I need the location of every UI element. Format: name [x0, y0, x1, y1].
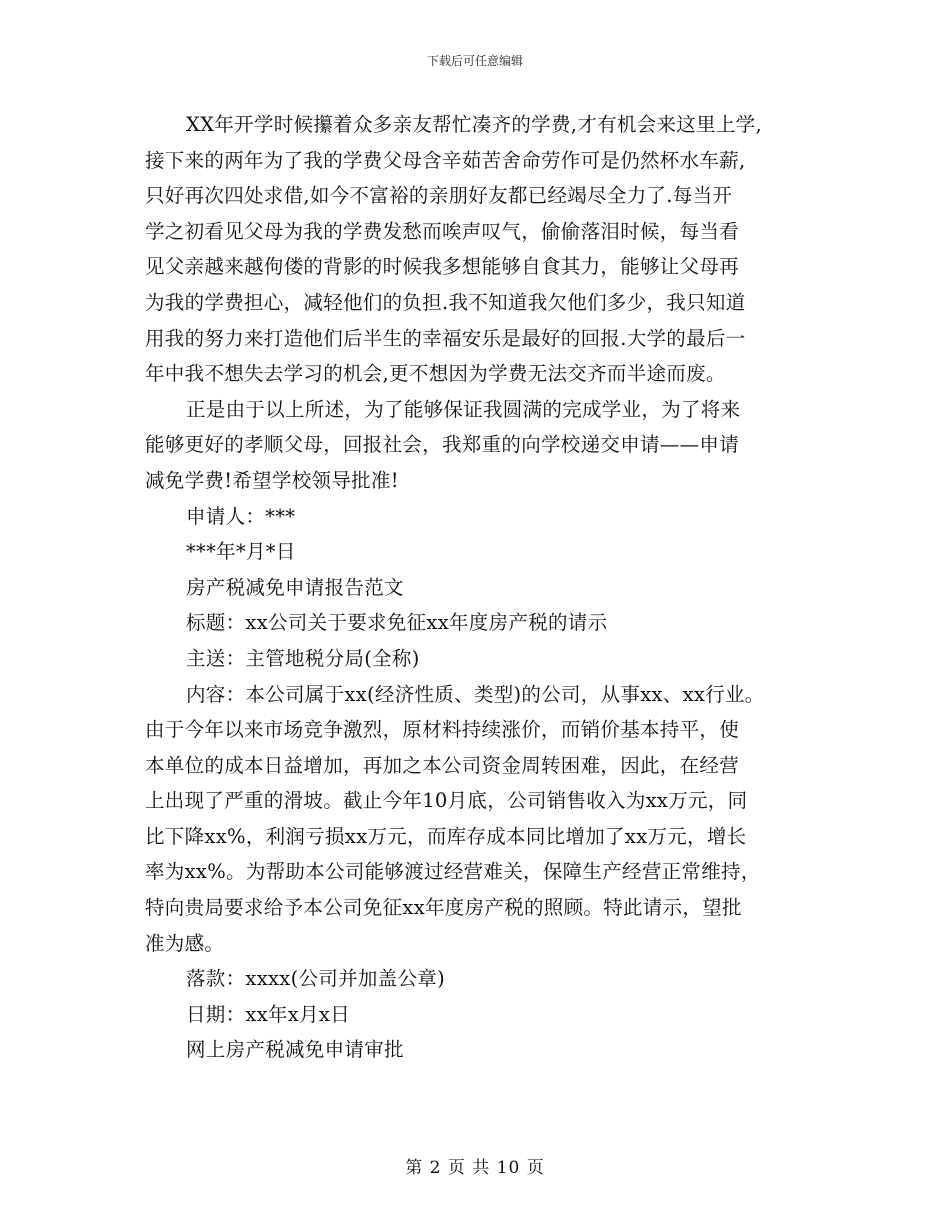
page-header: 下载后可任意编辑 — [426, 54, 523, 68]
paragraph-line: XX年开学时候攥着众多亲友帮忙凑齐的学费,才有机会来这里上学, — [186, 113, 762, 136]
paragraph-line: 年中我不想失去学习的机会,更不想因为学费无法交齐而半途而废。 — [145, 362, 726, 386]
document-body — [145, 107, 835, 1068]
signature-line: 落款：xxxx(公司并加盖公章) — [186, 967, 446, 991]
paragraph-line: 由于今年以来市场竞争激烈，原材料持续涨价，而销价基本持平，使 — [145, 718, 740, 742]
paragraph-line: 内容：本公司属于xx(经济性质、类型)的公司，从事xx、xx行业。 — [186, 682, 765, 706]
paragraph-line: 正是由于以上所述，为了能够保证我圆满的完成学业，为了将来 — [186, 397, 741, 421]
paragraph-line: 学之初看见父母为我的学费发愁而唉声叹气，偷偷落泪时候，每当看 — [145, 219, 740, 243]
recipient-line: 主送：主管地税分局(全称) — [186, 646, 420, 670]
paragraph-line: 减免学费!希望学校领导批准! — [145, 468, 399, 492]
section-title: 网上房产税减免申请审批 — [186, 1038, 404, 1062]
page-number: 第 2 页 共 10 页 — [405, 1158, 545, 1178]
date-line: 日期：xx年x月x日 — [186, 1002, 350, 1026]
paragraph-line: 准为感。 — [145, 931, 225, 955]
paragraph-line: 为我的学费担心，减轻他们的负担.我不知道我欠他们多少，我只知道 — [145, 290, 746, 314]
paragraph-line: 率为xx%。为帮助本公司能够渡过经营难关，保障生产经营正常维持， — [145, 860, 761, 884]
subject-line: 标题：xx公司关于要求免征xx年度房产税的请示 — [186, 611, 608, 635]
paragraph-line: 特向贵局要求给予本公司免征xx年度房产税的照顾。特此请示，望批 — [145, 896, 742, 920]
paragraph-line: 能够更好的孝顺父母，回报社会，我郑重的向学校递交申请——申请 — [145, 433, 739, 457]
paragraph-line: 只好再次四处求借,如今不富裕的亲朋好友都已经竭尽全力了.每当开 — [145, 184, 733, 208]
section-title: 房产税减免申请报告范文 — [186, 575, 404, 599]
paragraph-line: 上出现了严重的滑坡。截止今年10月底，公司销售收入为xx万元，同 — [145, 789, 748, 813]
paragraph-line: 比下降xx%，利润亏损xx万元，而库存成本同比增加了xx万元，增长 — [145, 824, 747, 848]
paragraph-line: 接下来的两年为了我的学费父母含辛茹苦舍命劳作可是仍然杯水车薪, — [145, 148, 746, 172]
paragraph-line: 见父亲越来越佝偻的背影的时候我多想能够自食其力，能够让父母再 — [145, 255, 740, 279]
applicant-line: 申请人：*** — [186, 504, 296, 528]
date-line: ***年*月*日 — [186, 540, 296, 564]
paragraph-line: 用我的努力来打造他们后半生的幸福安乐是最好的回报.大学的最后一 — [145, 326, 746, 350]
paragraph-line: 本单位的成本日益增加，再加之本公司资金周转困难，因此，在经营 — [145, 753, 740, 777]
